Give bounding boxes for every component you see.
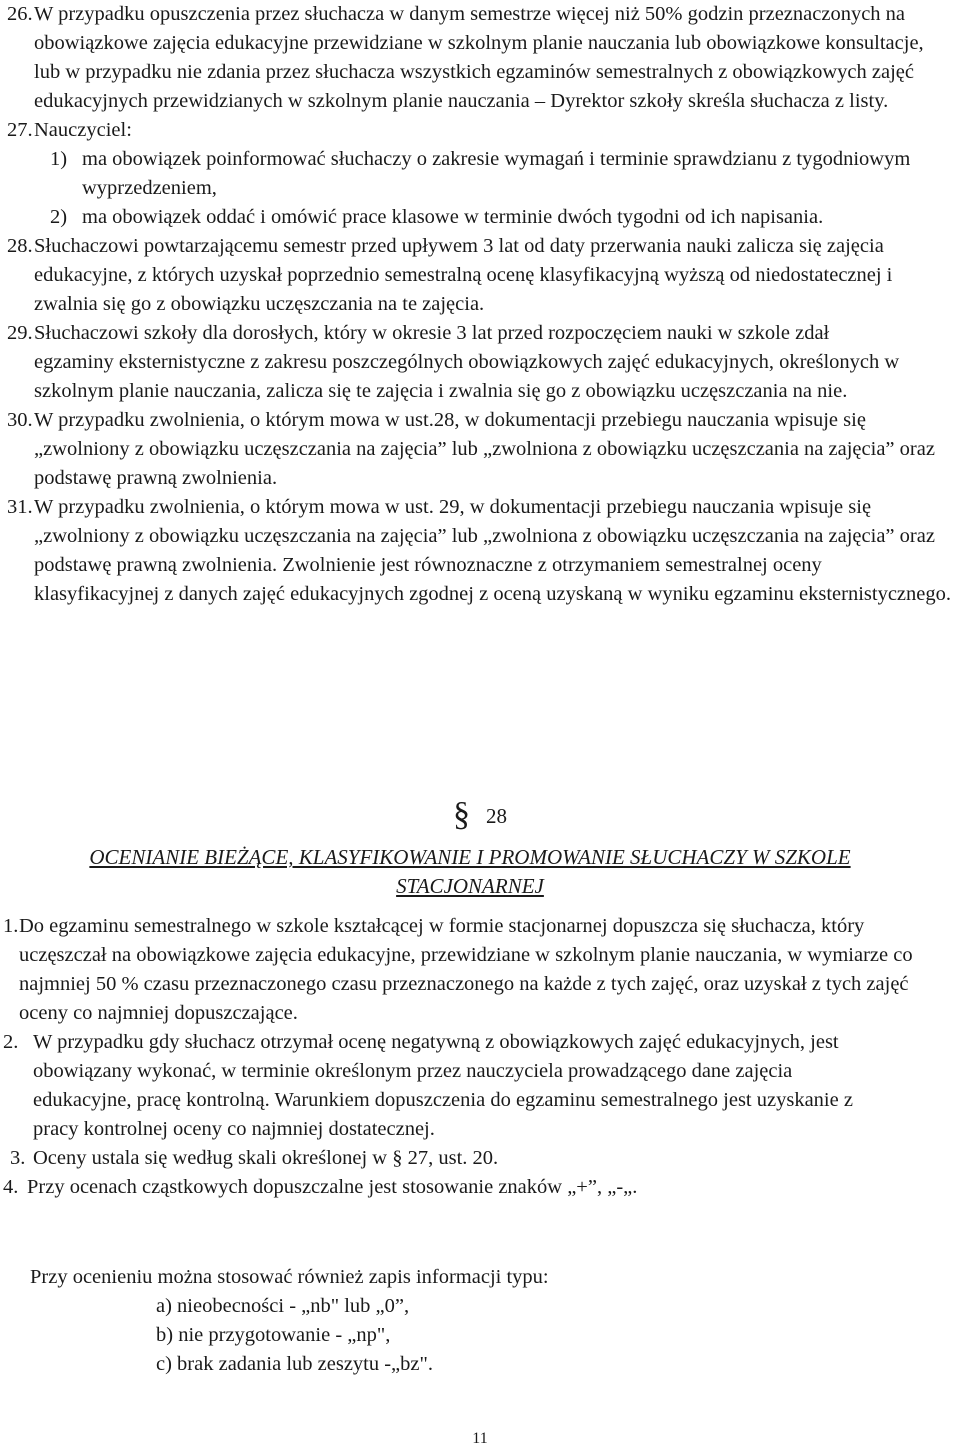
item-text: W przypadku zwolnienia, o którym mowa w ust. 29, w dokumentacji przebiegu nauczania wpisuje się „zwolniony z obowiązku uczęszczania na zajęcia” lub „zwolniona z obowiązku uczęszczania na zajęcia” oraz podstawę prawną zwolnienia. Zwolnienie jest równoznaczne z otrzymaniem semestralnej oceny klasyfikacyjnej z danych zajęć edukacyjnych zgodnej z oceną uzyskaną w wyniku egzaminu eksternistycznego. — [34, 496, 952, 605]
section-header — [0, 798, 960, 832]
item-26 — [7, 0, 942, 116]
item-text: Słuchaczowi szkoły dla dorosłych, który w okresie 3 lat przed rozpoczęciem nauki w szkole zdał egzaminy eksternistyczne z zakresu poszczególnych obowiązkowych zajęć edukacyjnych, określonych w szkolnym planie nauczania, zalicza się te zajęcia i zwalnia się go z obowiązku uczęszczania na nie. — [34, 322, 900, 402]
item-text: W przypadku zwolnienia, o którym mowa w ust.28, w dokumentacji przebiegu nauczania wpisuje się „zwolniony z obowiązku uczęszczania na zajęcia” lub „zwolniona z obowiązku uczęszczania na zajęcia” oraz podstawę prawną zwolnienia. — [34, 409, 935, 489]
grade-notation-list — [30, 1263, 930, 1379]
item-text: Do egzaminu semestralnego w szkole kształcącej w formie stacjonarnej dopuszcza się słuchacza, który uczęszczał na obowiązkowe zajęcia edukacyjne, przewidziane w szkolnym planie nauczania, w wymiarze co najmniej 50 % czasu przeznaczonego czasu przeznaczonego na każde z tych zajęć, oraz uzyskał z tych zajęć oceny co najmniej dopuszczające. — [19, 915, 913, 1024]
item-28 — [7, 232, 952, 319]
item-text: W przypadku gdy słuchacz otrzymał ocenę negatywną z obowiązkowych zajęć edukacyjnych, jest obowiązany wykonać, w terminie określonym przez nauczyciela prowadzącego dane zajęcia edukacyjne, pracę kontrolną. Warunkiem dopuszczenia do egzaminu semestralnego jest uzyskanie z pracy kontrolnej oceny co najmniej dostatecznej. — [33, 1031, 853, 1140]
item-31 — [7, 493, 952, 609]
regulation-block-1 — [7, 0, 952, 609]
item-3 — [3, 1144, 953, 1173]
section-title: OCENIANIE BIEŻĄCE, KLASYFIKOWANIE I PROMOWANIE SŁUCHACZY W SZKOLE STACJONARNEJ — [89, 845, 851, 898]
item-number: 28. — [7, 235, 33, 257]
item-text: Przy ocenach cząstkowych dopuszczalne jest stosowanie znaków „+”, „-„. — [27, 1176, 638, 1198]
subitem-text: ma obowiązek oddać i omówić prace klasowe w terminie dwóch tygodni od ich napisania. — [82, 206, 824, 228]
item-number: 30. — [7, 409, 33, 431]
subitem-text: ma obowiązek poinformować słuchaczy o zakresie wymagań i terminie sprawdzianu z tygodniowym wyprzedzeniem, — [82, 148, 911, 199]
page-number: 11 — [472, 1430, 488, 1447]
item-number: 27. — [7, 119, 33, 141]
item-number: 29. — [7, 322, 33, 344]
item-number: 31. — [7, 496, 33, 518]
list-item-b: b) nie przygotowanie - „np", — [156, 1324, 391, 1346]
list-item-c: c) brak zadania lub zeszytu -„bz". — [156, 1353, 434, 1375]
item-text: W przypadku opuszczenia przez słuchacza w danym semestrze więcej niż 50% godzin przeznaczonych na obowiązkowe zajęcia edukacyjne przewidziane w szkolnym planie nauczania lub obowiązkowe konsultacje, lub w przypadku nie zdania przez słuchacza wszystkich egzaminów semestralnych z obowiązkowych zajęć edukacyjnych przewidzianych w szkolnym planie nauczania – Dyrektor szkoły skreśla słuchacza z listy. — [34, 3, 924, 112]
item-4 — [3, 1173, 953, 1202]
section-number: 28 — [486, 804, 507, 828]
item-1 — [3, 912, 948, 1028]
item-29 — [7, 319, 912, 406]
item-text: Oceny ustala się według skali określonej w § 27, ust. 20. — [33, 1147, 499, 1169]
item-text: Słuchaczowi powtarzającemu semestr przed upływem 3 lat od daty przerwania nauki zalicza się zajęcia edukacyjne, z których uzyskał poprzednio semestralną ocenę klasyfikacyjną wyższą od niedostatecznej i zwalnia się go z obowiązku uczęszczania na te zajęcia. — [34, 235, 893, 315]
item-text: Nauczyciel: — [34, 119, 132, 141]
subitem-number: 2) — [50, 206, 68, 228]
item-number: 4. — [3, 1176, 19, 1198]
item-27 — [7, 116, 952, 145]
subitem-number: 1) — [50, 148, 68, 170]
paragraph-sign: § — [453, 796, 470, 833]
item-2 — [3, 1028, 893, 1144]
item-number: 26. — [7, 3, 33, 25]
subitem-27-1 — [7, 145, 912, 203]
item-30 — [7, 406, 952, 493]
item-number: 2. — [3, 1031, 19, 1053]
item-number: 1. — [3, 915, 19, 937]
subitem-27-2 — [7, 203, 932, 232]
regulation-block-2 — [3, 912, 953, 1202]
list-intro: Przy ocenieniu można stosować również zapis informacji typu: — [30, 1266, 549, 1288]
list-item-a: a) nieobecności - „nb" lub „0”, — [156, 1295, 410, 1317]
item-number: 3. — [10, 1147, 26, 1169]
